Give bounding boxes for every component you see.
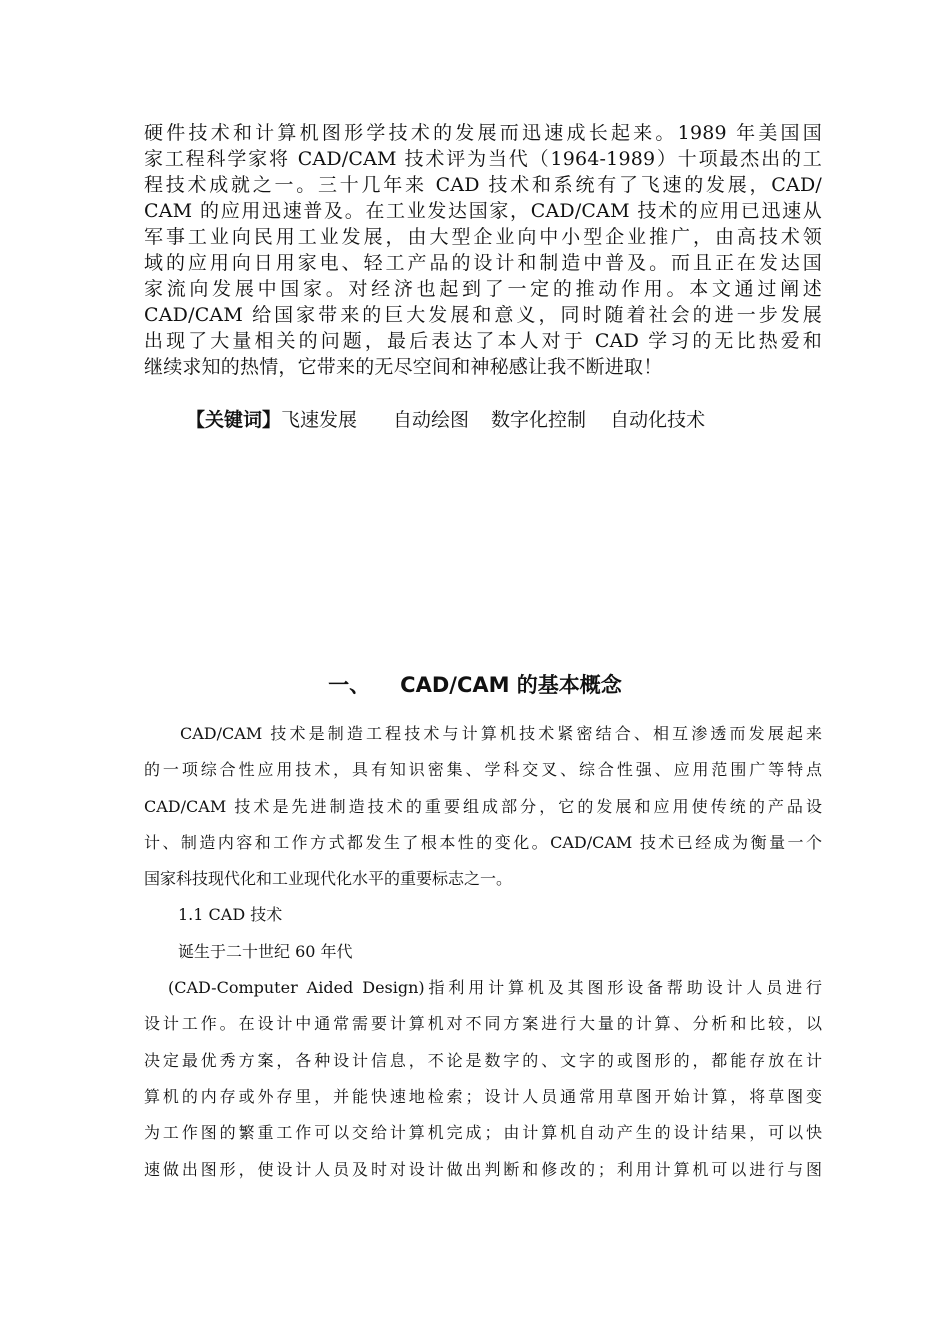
body-line: 算机的内存或外存里，并能快速地检索；设计人员通常用草图开始计算，将草图变 — [144, 1086, 822, 1106]
body-paragraphs — [144, 720, 822, 1192]
keywords-label: 【关键词】 — [186, 409, 282, 431]
body-line: CAD/CAM 技术是先进制造技术的重要组成部分，它的发展和应用使传统的产品设 — [144, 796, 822, 816]
abstract-paragraph — [144, 120, 822, 380]
body-line: 诞生于二十世纪 60 年代 — [178, 941, 353, 961]
abstract-line: 家流向发展中国家。对经济也起到了一定的推动作用。本文通过阐述 — [144, 278, 822, 300]
section-heading — [0, 670, 950, 700]
keyword-item: 自动化技术 — [610, 409, 706, 431]
body-line: 速做出图形，使设计人员及时对设计做出判断和修改的；利用计算机可以进行与图 — [144, 1159, 822, 1179]
body-line: 为工作图的繁重工作可以交给计算机完成；由计算机自动产生的设计结果，可以快 — [144, 1123, 822, 1143]
body-line: (CAD-Computer Aided Design)指利用计算机及其图形设备帮助设计人员进行 — [168, 978, 822, 998]
section-number: 一、 — [328, 673, 371, 697]
body-line: 设计工作。在设计中通常需要计算机对不同方案进行大量的计算、分析和比较，以 — [144, 1014, 822, 1034]
abstract-line: CAD/CAM 给国家带来的巨大发展和意义，同时随着社会的进一步发展 — [144, 304, 822, 326]
abstract-line: 家工程科学家将 CAD/CAM 技术评为当代（1964-1989）十项最杰出的工 — [144, 148, 822, 170]
keywords-line — [186, 406, 705, 434]
body-line: 计、制造内容和工作方式都发生了根本性的变化。CAD/CAM 技术已经成为衡量一个 — [144, 832, 822, 852]
keyword-item: 飞速发展 — [281, 409, 358, 431]
body-line: CAD/CAM 技术是制造工程技术与计算机技术紧密结合、相互渗透而发展起来 — [180, 724, 822, 743]
abstract-line: 军事工业向民用工业发展，由大型企业向中小型企业推广，由高技术领 — [144, 226, 822, 248]
body-line: 国家科技现代化和工业现代化水平的重要标志之一。 — [144, 869, 513, 889]
keyword-item: 数字化控制 — [491, 409, 587, 431]
abstract-line: 硬件技术和计算机图形学技术的发展而迅速成长起来。1989 年美国国 — [144, 122, 822, 144]
subsection-heading: 1.1 CAD 技术 — [178, 905, 283, 925]
abstract-line: CAM 的应用迅速普及。在工业发达国家，CAD/CAM 技术的应用已迅速从 — [144, 200, 822, 222]
abstract-line: 继续求知的热情，它带来的无尽空间和神秘感让我不断进取！ — [144, 356, 663, 378]
abstract-line: 出现了大量相关的问题，最后表达了本人对于 CAD 学习的无比热爱和 — [144, 330, 822, 352]
abstract-line: 程技术成就之一。三十几年来 CAD 技术和系统有了飞速的发展，CAD/ — [144, 174, 822, 196]
abstract-line: 域的应用向日用家电、轻工产品的设计和制造中普及。而且正在发达国 — [144, 252, 822, 274]
section-title-text: CAD/CAM 的基本概念 — [400, 673, 622, 697]
keyword-item: 自动绘图 — [393, 409, 470, 431]
body-line: 的一项综合性应用技术，具有知识密集、学科交叉、综合性强、应用范围广等特点 — [144, 760, 822, 780]
body-line: 决定最优秀方案，各种设计信息，不论是数字的、文字的或图形的，都能存放在计 — [144, 1050, 822, 1070]
